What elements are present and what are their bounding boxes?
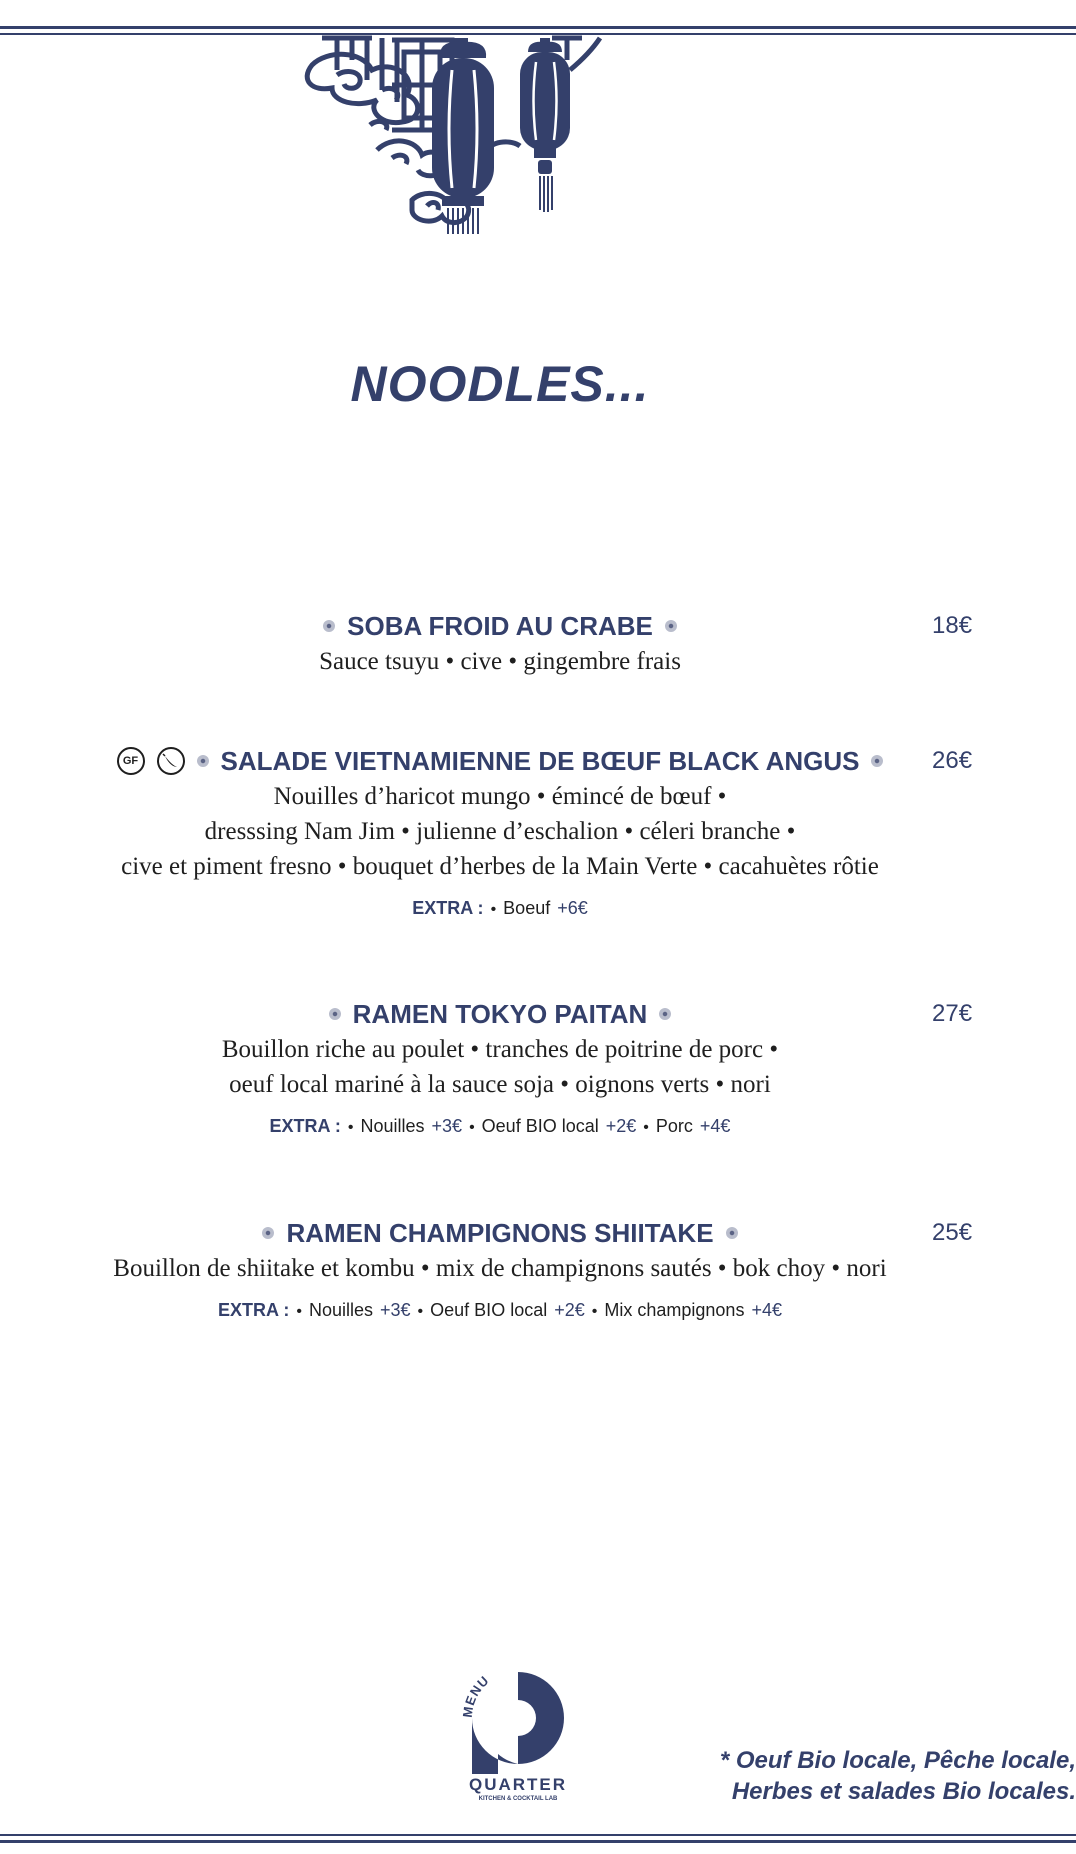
extra-label: EXTRA : — [218, 1300, 290, 1320]
item-name: SOBA FROID AU CRABE — [347, 610, 653, 641]
bullet-separator: • — [591, 1303, 598, 1320]
extra-price: +3€ — [380, 1300, 411, 1320]
description-line: Bouillon de shiitake et kombu • mix de champignons sautés • bok choy • nori — [113, 1255, 887, 1282]
menu-item-ramen-shiitake — [0, 1215, 1000, 1321]
menu-item-ramen-tokyo — [0, 996, 1000, 1137]
description-line: dresssing Nam Jim • julienne d’eschalion • céleri branche • — [204, 818, 796, 845]
bullet-dot-icon — [262, 1227, 274, 1239]
extra-price: +4€ — [699, 1116, 731, 1136]
menu-item-soba — [0, 608, 1000, 679]
item-extras — [0, 1300, 1000, 1321]
lantern-illustration — [282, 30, 702, 244]
item-price: 27€ — [932, 1000, 973, 1027]
bullet-dot-icon — [665, 620, 677, 632]
extra-name: Nouilles — [308, 1300, 373, 1320]
item-name: RAMEN TOKYO PAITAN — [352, 998, 648, 1029]
item-header — [0, 996, 1000, 1032]
quarter-logo — [458, 1662, 578, 1802]
extra-name: Oeuf BIO local — [430, 1300, 548, 1320]
extra-price: +6€ — [557, 898, 588, 918]
extra-label: EXTRA : — [269, 1116, 341, 1136]
bullet-dot-icon — [726, 1227, 738, 1239]
item-header — [0, 743, 1000, 779]
footnote — [720, 1745, 1076, 1807]
bullet-dot-icon — [197, 755, 209, 767]
item-description — [0, 644, 1000, 679]
bullet-dot-icon — [329, 1008, 341, 1020]
bullet-separator: • — [347, 1119, 354, 1136]
item-description — [0, 1251, 1000, 1286]
item-header — [0, 608, 1000, 644]
svg-text:MENU — [460, 1672, 492, 1718]
description-line: Sauce tsuyu • cive • gingembre frais — [319, 648, 681, 675]
description-line: Bouillon riche au poulet • tranches de poitrine de porc • — [221, 1036, 779, 1063]
top-rule-1 — [0, 26, 1076, 29]
logo-tagline: KITCHEN & COCKTAIL LAB — [478, 1796, 558, 1802]
extra-name: Nouilles — [360, 1116, 425, 1136]
chili-pepper-icon — [157, 747, 185, 775]
item-description — [0, 779, 1000, 884]
bullet-separator: • — [417, 1303, 424, 1320]
item-header — [0, 1215, 1000, 1251]
bullet-dot-icon — [323, 620, 335, 632]
item-description — [0, 1032, 1000, 1102]
bullet-separator: • — [490, 901, 497, 918]
bullet-dot-icon — [659, 1008, 671, 1020]
bottom-rule-2 — [0, 1840, 1076, 1843]
extra-name: Boeuf — [503, 898, 551, 918]
extra-price: +3€ — [431, 1116, 463, 1136]
item-extras — [0, 898, 1000, 919]
extra-name: Oeuf BIO local — [481, 1116, 599, 1136]
bullet-dot-icon — [871, 755, 883, 767]
gluten-free-icon: GF — [117, 747, 145, 775]
description-line: Nouilles d’haricot mungo • émincé de bœuf • — [273, 783, 727, 810]
extra-name: Mix champignons — [604, 1300, 745, 1320]
logo-arc-text: MENU — [459, 1672, 493, 1719]
footnote-line: Herbes et salades Bio locales. — [731, 1778, 1076, 1805]
logo-brand: QUARTER — [468, 1775, 568, 1794]
extra-price: +2€ — [605, 1116, 637, 1136]
item-price: 18€ — [932, 612, 973, 639]
item-price: 26€ — [932, 747, 973, 774]
item-name: RAMEN CHAMPIGNONS SHIITAKE — [286, 1217, 714, 1248]
bullet-separator: • — [469, 1119, 475, 1136]
bullet-separator: • — [296, 1303, 302, 1320]
extra-price: +4€ — [751, 1300, 782, 1320]
bullet-separator: • — [643, 1119, 649, 1136]
bottom-rule-1 — [0, 1834, 1076, 1836]
item-extras — [0, 1116, 1000, 1137]
extra-price: +2€ — [554, 1300, 585, 1320]
item-name: SALADE VIETNAMIENNE DE BŒUF BLACK ANGUS — [220, 745, 860, 776]
menu-item-salade — [0, 743, 1000, 919]
description-line: cive et piment fresno • bouquet d’herbes de la Main Verte • cacahuètes rôtie — [121, 853, 879, 880]
item-price: 25€ — [932, 1219, 973, 1246]
extra-label: EXTRA : — [412, 898, 484, 918]
description-line: oeuf local mariné à la sauce soja • oignons verts • nori — [229, 1071, 771, 1098]
section-title: NOODLES... — [350, 356, 650, 412]
footnote-line: * Oeuf Bio locale, Pêche locale, — [719, 1747, 1076, 1774]
extra-name: Porc — [655, 1116, 693, 1136]
